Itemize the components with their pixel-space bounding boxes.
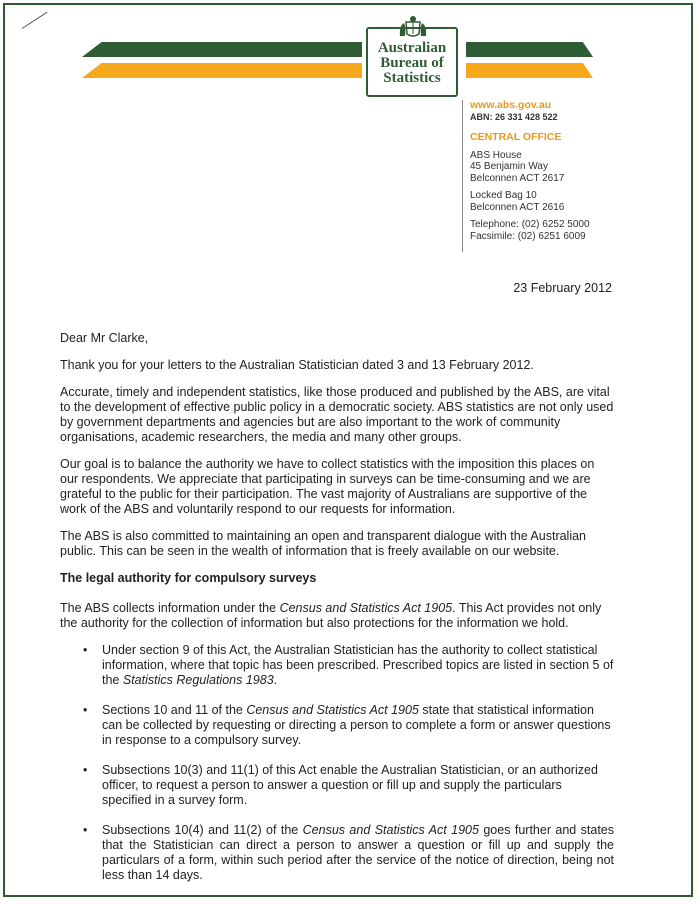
- letter-date: 23 February 2012: [513, 281, 612, 295]
- green-stripe-left: [82, 42, 362, 57]
- logo-line-1: Australian: [377, 40, 447, 56]
- letter-body: [60, 331, 614, 898]
- paragraph-5: The ABS collects information under the Census and Statistics Act 1905. This Act provides not only the authority for the collection of information but also protections for the information we hold.: [60, 601, 602, 630]
- bullet-icon: •: [83, 823, 88, 837]
- green-stripe-right: [466, 42, 593, 57]
- bullet-icon: •: [83, 763, 88, 777]
- list-item: • Sections 10 and 11 of the Census and Statistics Act 1905 state that statistical information can be collected by requesting or directing a person to complete a form or answer questions in response to a compulsory survey.: [83, 703, 611, 747]
- salutation: Dear Mr Clarke,: [60, 331, 149, 345]
- logo-line-3: Statistics: [383, 70, 441, 86]
- address-block: [462, 100, 612, 252]
- paragraph-4: The ABS is also committed to maintaining an open and transparent dialogue with the Australian public. This can be seen in the wealth of information that is freely available on our website.: [60, 529, 587, 558]
- postal-line-1: Locked Bag 10: [470, 190, 537, 201]
- paragraph-3: Our goal is to balance the authority we have to collect statistics with the imposition this places on our respondents. We appreciate that participating in surveys can be time-consuming and we are grateful to the public for their participation. The vast majority of Australians are supportive of the work of the ABS and voluntarily respond to our requests for information.: [60, 457, 595, 516]
- list-item: • Under section 9 of this Act, the Australian Statistician has the authority to collect statistical information, where that topic has been prescribed. Prescribed topics are listed in section 5 of the Statistics Regulations 1983.: [83, 643, 614, 687]
- telephone: Telephone: (02) 6252 5000: [470, 219, 590, 230]
- office-label: CENTRAL OFFICE: [470, 131, 562, 143]
- bullet-icon: •: [83, 703, 88, 717]
- authority-list: [60, 643, 614, 883]
- section-heading: The legal authority for compulsory surveys: [60, 571, 317, 585]
- logo-line-2: Bureau of: [380, 55, 444, 71]
- list-item: • Subsections 10(4) and 11(2) of the Census and Statistics Act 1905 goes further and states that the Statistician can direct a person to answer a question or fill up and supply the particulars of a form, within such period after the service of the notice of direction, being not less than 14 days.: [83, 823, 615, 882]
- paragraph-2: Accurate, timely and independent statistics, like those produced and published by the ABS, are vital to the development of effective public policy in a democratic society. ABS statistics are not only used by government departments and agencies but are also important to the work of community organisations, academic researchers, the media and many other groups.: [60, 385, 614, 444]
- gold-stripe-left: [82, 63, 362, 78]
- gold-stripe-right: [466, 63, 593, 78]
- bullet-icon: •: [83, 643, 88, 657]
- website-link[interactable]: www.abs.gov.au: [470, 99, 552, 111]
- facsimile: Facsimile: (02) 6251 6009: [470, 230, 586, 242]
- abn-number: ABN: 26 331 428 522: [470, 111, 558, 122]
- postal-line-2: Belconnen ACT 2616: [470, 201, 565, 213]
- street-line-3: Belconnen ACT 2617: [470, 172, 565, 184]
- street-line-1: ABS House: [470, 149, 522, 161]
- paragraph-1: Thank you for your letters to the Australian Statistician dated 3 and 13 February 2012.: [60, 358, 534, 372]
- street-line-2: 45 Benjamin Way: [470, 161, 548, 172]
- logo-wordmark: [366, 41, 458, 86]
- list-item: • Subsections 10(3) and 11(1) of this Act enable the Australian Statistician, or an authorized officer, to request a person to answer a question or fill up and supply the particulars specified in a survey form.: [83, 763, 598, 807]
- coat-of-arms-icon: [396, 14, 430, 38]
